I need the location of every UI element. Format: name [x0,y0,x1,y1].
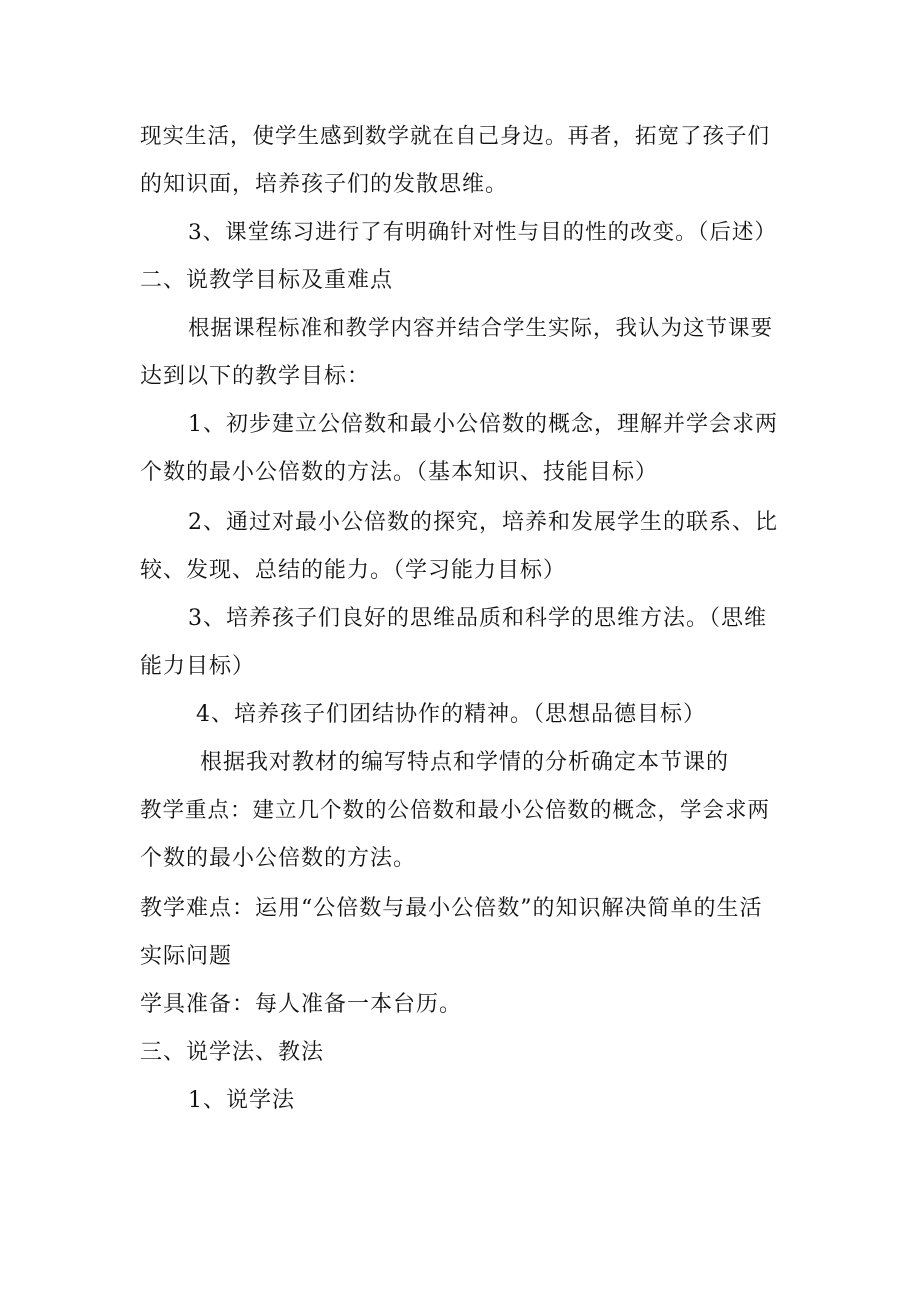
materials-line: 学具准备：每人准备一本台历。 [140,992,463,1017]
list-item-text: 较、发现、总结的能力。（学习能力目标） [140,558,567,583]
paragraph-line: 根据课程标准和教学内容并结合学生实际，我认为这节课要 [188,316,774,341]
subsection-heading: 1、说学法 [188,1088,295,1113]
list-item-text: 4、培养孩子们团结协作的精神。（思想品德目标） [196,702,706,727]
paragraph-line: 达到以下的教学目标： [140,364,371,389]
key-point-line: 个数的最小公倍数的方法。 [140,846,417,871]
section-heading: 三、说学法、教法 [140,1040,325,1065]
difficulty-line: 教学难点：运用“公倍数与最小公倍数”的知识解决简单的生活 [140,896,763,921]
list-item-text: 能力目标） [140,654,256,679]
paragraph-line: 现实生活，使学生感到数学就在自己身边。再者，拓宽了孩子们 [140,124,771,149]
list-item-text: 1、初步建立公倍数和最小公倍数的概念，理解并学会求两 [188,412,778,437]
paragraph-line: 的知识面，培养孩子们的发散思维。 [140,172,509,197]
section-heading: 二、说教学目标及重难点 [140,268,394,293]
list-item-text: 2、通过对最小公倍数的探究，培养和发展学生的联系、比 [188,510,778,535]
list-item-text: 个数的最小公倍数的方法。（基本知识、技能目标） [140,460,659,485]
key-point-line: 教学重点：建立几个数的公倍数和最小公倍数的概念，学会求两 [140,798,771,823]
difficulty-line: 实际问题 [140,944,233,969]
paragraph-line: 根据我对教材的编写特点和学情的分析确定本节课的 [200,750,730,775]
list-item-text: 3、课堂练习进行了有明确针对性与目的性的改变。（后述） [188,220,777,245]
list-item-text: 3、培养孩子们良好的思维品质和科学的思维方法。（思维 [188,606,767,631]
